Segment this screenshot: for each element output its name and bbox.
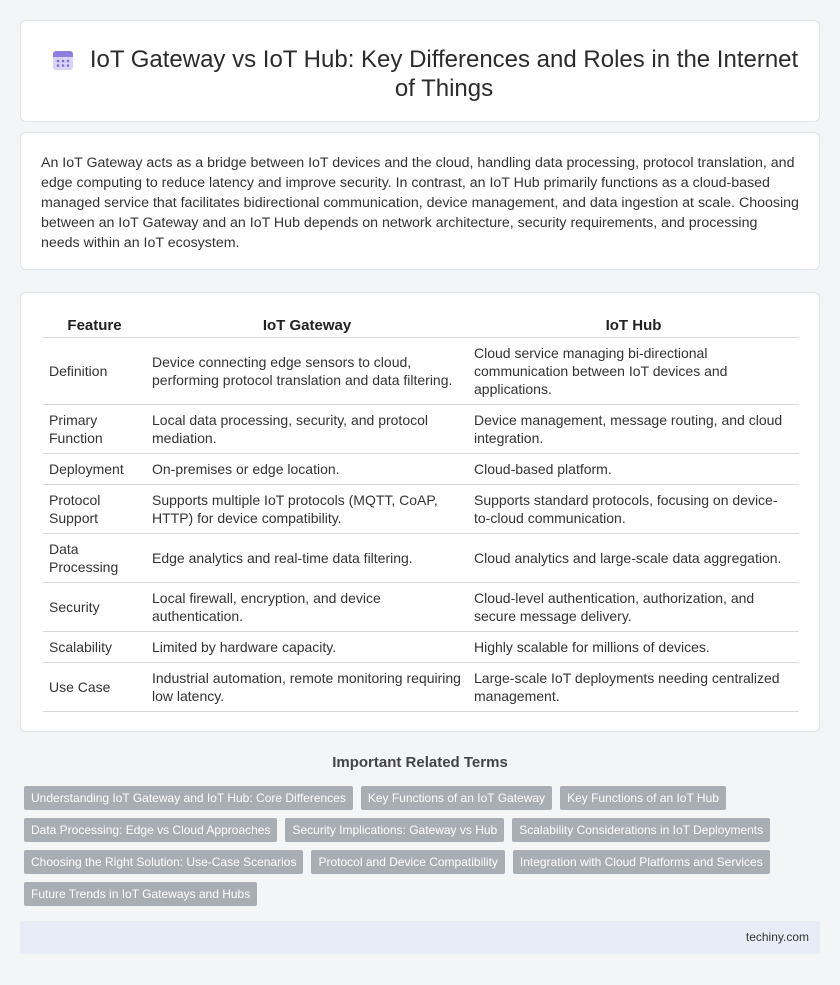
table-row [43, 454, 799, 485]
gateway-cell: Industrial automation, remote monitoring requiring low latency. [146, 663, 468, 712]
related-term-tag[interactable]: Choosing the Right Solution: Use-Case Scenarios [24, 850, 303, 874]
related-term-tag[interactable]: Security Implications: Gateway vs Hub [285, 818, 504, 842]
table-row [43, 663, 799, 712]
table-row [43, 534, 799, 583]
header-card [20, 20, 820, 122]
hub-cell: Cloud-level authentication, authorization, and secure message delivery. [468, 583, 799, 632]
table-row [43, 583, 799, 632]
hub-cell: Supports standard protocols, focusing on device-to-cloud communication. [468, 485, 799, 534]
hub-cell: Cloud service managing bi-directional communication between IoT devices and applications. [468, 338, 799, 405]
hub-cell: Cloud analytics and large-scale data aggregation. [468, 534, 799, 583]
related-terms-list [24, 786, 804, 906]
table-row [43, 485, 799, 534]
table-row [43, 632, 799, 663]
table-header-row [43, 313, 799, 338]
related-term-tag[interactable]: Integration with Cloud Platforms and Services [513, 850, 770, 874]
header-feature: Feature [43, 313, 146, 338]
footer-bar [20, 921, 820, 954]
related-term-tag[interactable]: Data Processing: Edge vs Cloud Approaches [24, 818, 277, 842]
feature-cell: Deployment [43, 454, 146, 485]
gateway-cell: Local firewall, encryption, and device authentication. [146, 583, 468, 632]
feature-cell: Data Processing [43, 534, 146, 583]
feature-cell: Use Case [43, 663, 146, 712]
header-iot-gateway: IoT Gateway [146, 313, 468, 338]
page-title: IoT Gateway vs IoT Hub: Key Differences and Roles in the Internet of Things [89, 46, 799, 102]
feature-cell: Scalability [43, 632, 146, 663]
table-row [43, 405, 799, 454]
related-terms-title: Important Related Terms [332, 754, 508, 771]
gateway-cell: Limited by hardware capacity. [146, 632, 468, 663]
comparison-table [43, 313, 799, 712]
gateway-cell: Device connecting edge sensors to cloud, performing protocol translation and data filtering. [146, 338, 468, 405]
gateway-cell: Supports multiple IoT protocols (MQTT, CoAP, HTTP) for device compatibility. [146, 485, 468, 534]
gateway-cell: On-premises or edge location. [146, 454, 468, 485]
related-term-tag[interactable]: Understanding IoT Gateway and IoT Hub: Core Differences [24, 786, 353, 810]
comparison-table-card [20, 292, 820, 732]
feature-cell: Definition [43, 338, 146, 405]
related-term-tag[interactable]: Future Trends in IoT Gateways and Hubs [24, 882, 257, 906]
feature-cell: Security [43, 583, 146, 632]
related-term-tag[interactable]: Key Functions of an IoT Gateway [361, 786, 552, 810]
related-term-tag[interactable]: Key Functions of an IoT Hub [560, 786, 726, 810]
feature-cell: Primary Function [43, 405, 146, 454]
intro-paragraph: An IoT Gateway acts as a bridge between IoT devices and the cloud, handling data processing, protocol translation, and edge computing to reduce latency and improve security. In contrast, an IoT Hub primarily functions as a cloud-based managed service that facilitates bidirectional communication, device management, and data ingestion at scale. Choosing between an IoT Gateway and an IoT Hub depends on network architecture, security requirements, and processing needs within an IoT ecosystem. [41, 155, 799, 251]
hub-cell: Large-scale IoT deployments needing centralized management. [468, 663, 799, 712]
related-term-tag[interactable]: Protocol and Device Compatibility [311, 850, 504, 874]
hub-cell: Device management, message routing, and cloud integration. [468, 405, 799, 454]
hub-cell: Highly scalable for millions of devices. [468, 632, 799, 663]
intro-card [20, 132, 820, 270]
hub-cell: Cloud-based platform. [468, 454, 799, 485]
gateway-cell: Edge analytics and real-time data filtering. [146, 534, 468, 583]
feature-cell: Protocol Support [43, 485, 146, 534]
footer-site-link[interactable]: techiny.com [745, 930, 809, 944]
table-row [43, 338, 799, 405]
related-term-tag[interactable]: Scalability Considerations in IoT Deployments [512, 818, 770, 842]
header-iot-hub: IoT Hub [468, 313, 799, 338]
gateway-cell: Local data processing, security, and protocol mediation. [146, 405, 468, 454]
